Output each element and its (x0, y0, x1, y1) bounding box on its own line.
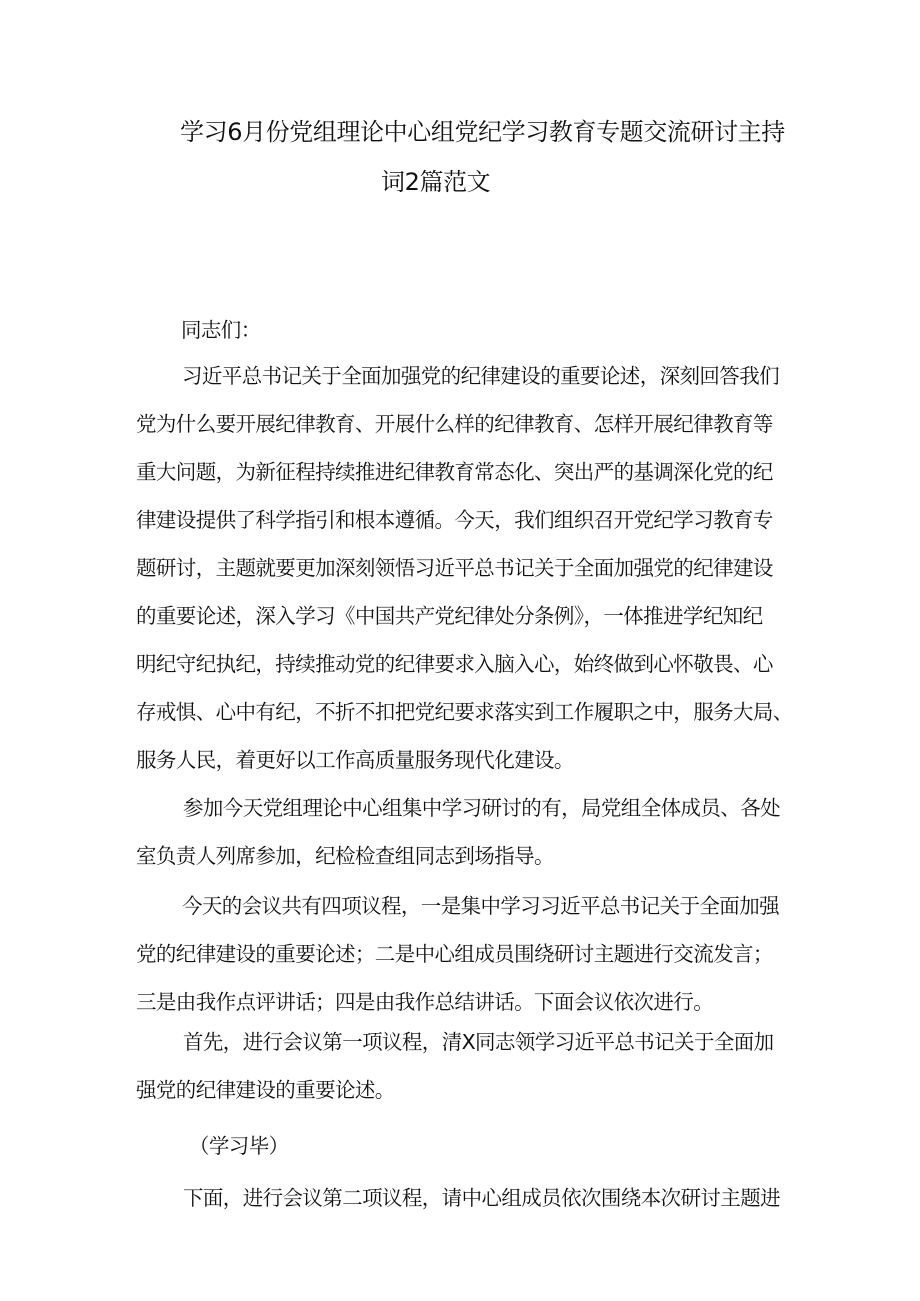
paragraph-line: 今天的会议共有四项议程，一是集中学习习近平总书记关于全面加强 (182, 894, 779, 918)
paragraph-line: 党的纪律建设的重要论述；二是中心组成员围绕研讨主题进行交流发言； (136, 942, 773, 966)
paragraph-line: 首先，进行会议第一项议程，清X同志领学习近平总书记关于全面加 (183, 1030, 774, 1054)
paragraph-line: 强党的纪律建设的重要论述。 (136, 1078, 395, 1102)
paragraph-line: 存戒惧、心中有纪，不折不扣把党纪要求落实到工作履职之中，服务大局、 (136, 700, 793, 724)
paragraph-line: 参加今天党组理论中心组集中学习研讨的有，局党组全体成员、各处 (183, 796, 780, 820)
document-title-line1: 学习6月份党组理论中心组党纪学习教育专题交流研讨主持 (180, 118, 785, 146)
paragraph-line: 习近平总书记关于全面加强党的纪律建设的重要论述，深刻回答我们 (182, 364, 779, 388)
paragraph-line: 题研讨，主题就要更加深刻领悟习近平总书记关于全面加强党的纪律建设 (136, 556, 773, 580)
paragraph-line: 明纪守纪执纪，持续推动党的纪律要求入脑入心，始终做到心怀敬畏、心 (136, 652, 773, 676)
paragraph-line: 重大问题，为新征程持续推进纪律教育常态化、突出严的基调深化党的纪 (136, 460, 773, 484)
paragraph-line: 党为什么要开展纪律教育、开展什么样的纪律教育、怎样开展纪律教育等 (136, 412, 773, 436)
document-title-line2: 词2篇范文 (381, 168, 491, 196)
paragraph-line: 室负责人列席参加，纪检检查组同志到场指导。 (136, 844, 554, 868)
paragraph-line: 服务人民，着更好以工作高质量服务现代化建设。 (136, 748, 574, 772)
paragraph-line: 律建设提供了科学指引和根本遵循。今天，我们组织召开党纪学习教育专 (136, 508, 773, 532)
salutation: 同志们： (181, 318, 261, 342)
paragraph-line: 三是由我作点评讲话；四是由我作总结讲话。下面会议依次进行。 (136, 990, 714, 1014)
paragraph-line: 的重要论述，深入学习《中国共产党纪律处分条例》，一体推进学纪知纪 (136, 604, 763, 628)
paragraph-line: 下面，进行会议第二项议程，请中心组成员依次围绕本次研讨主题进 (183, 1186, 780, 1210)
paragraph-line: （学习毕） (189, 1134, 289, 1158)
